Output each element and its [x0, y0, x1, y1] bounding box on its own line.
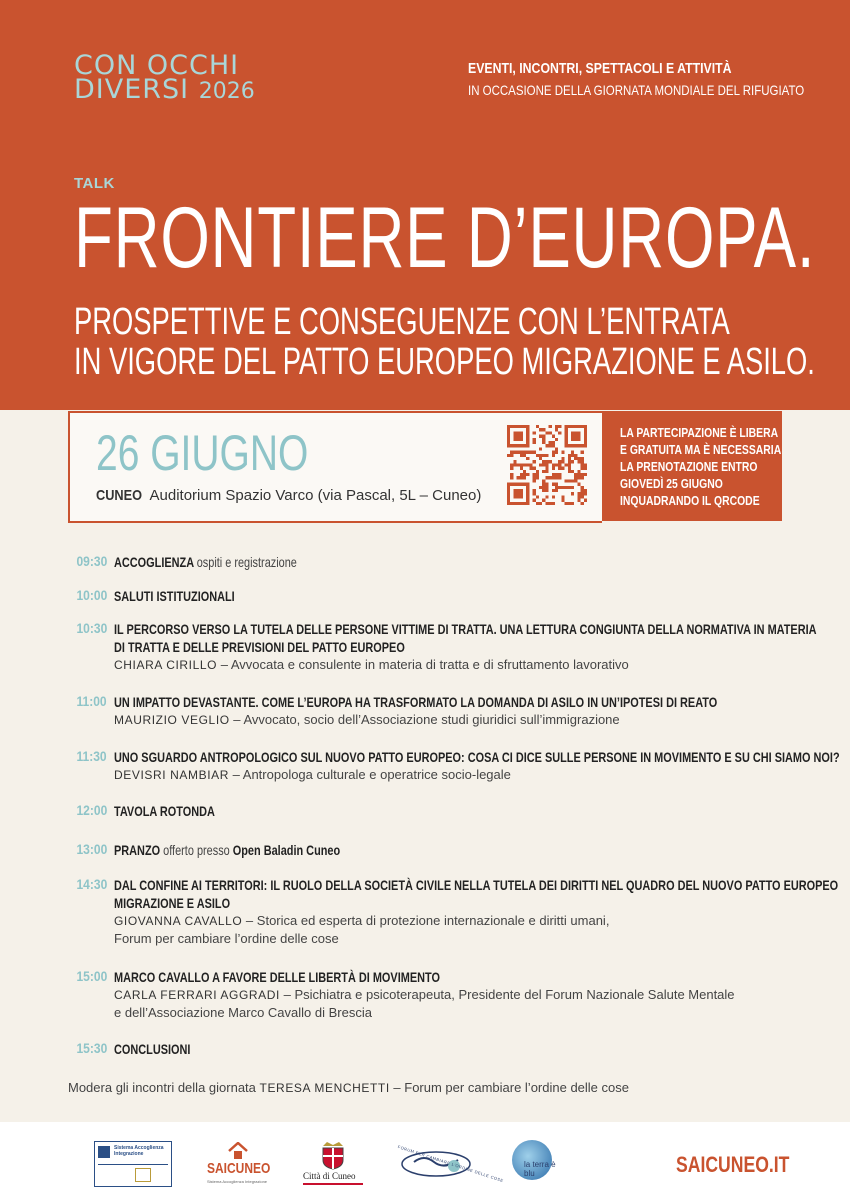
- qr-module: [542, 438, 545, 441]
- moderator-name: TERESA MENCHETTI: [259, 1081, 390, 1095]
- qr-module: [571, 460, 574, 463]
- qr-module: [526, 451, 529, 454]
- qr-module: [549, 441, 552, 444]
- citta-di-cuneo-logo[interactable]: [303, 1140, 363, 1186]
- qr-module: [571, 502, 574, 505]
- subtitle-line-1: PROSPETTIVE E CONSEGUENZE CON L’ENTRATA: [74, 301, 730, 343]
- qr-module: [533, 431, 536, 434]
- qr-module: [558, 486, 561, 489]
- program-title: DAL CONFINE AI TERRITORI: IL RUOLO DELLA SOCIETÀ CIVILE NELLA TUTELA DEI DIRITTI NEL QUADRO DEL NUOVO PATTO EUROPEO: [114, 877, 839, 893]
- qr-module: [565, 486, 568, 489]
- emblem-icon: [135, 1168, 151, 1182]
- qr-module: [523, 451, 526, 454]
- program-time: 14:30: [76, 876, 108, 892]
- qr-module: [577, 483, 580, 486]
- speaker-name: MAURIZIO VEGLIO: [114, 713, 230, 727]
- qr-module: [555, 463, 558, 466]
- saicuneo-logo[interactable]: [207, 1142, 271, 1186]
- qr-module: [533, 499, 536, 502]
- qr-module: [561, 457, 564, 460]
- qr-module: [533, 473, 536, 476]
- moderator-line: Modera gli incontri della giornata TERESA MENCHETTI – Forum per cambiare l’ordine delle cose: [68, 1080, 629, 1095]
- venue-address: Auditorium Spazio Varco (via Pascal, 5L – Cuneo): [149, 487, 482, 504]
- saicuneo-logo-text: SAICUNEO: [207, 1160, 271, 1177]
- program-title: MARCO CAVALLO A FAVORE DELLE LIBERTÀ DI MOVIMENTO: [114, 969, 440, 985]
- qr-module: [520, 476, 523, 479]
- qr-module: [552, 473, 555, 476]
- qr-module: [526, 457, 529, 460]
- qr-module: [533, 441, 536, 444]
- qr-module: [520, 467, 523, 470]
- program-time: 11:30: [76, 748, 107, 764]
- citta-di-cuneo-text: Città di Cuneo: [303, 1171, 356, 1181]
- program-title-line-2: DI TRATTA E DELLE PREVISIONI DEL PATTO EUROPEO: [114, 639, 405, 655]
- qr-module: [513, 463, 516, 466]
- qr-module: [577, 457, 580, 460]
- city-crest-icon: [319, 1140, 347, 1170]
- qr-module: [536, 454, 539, 457]
- qr-module: [545, 476, 548, 479]
- qr-module: [542, 435, 545, 438]
- header-banner: [0, 0, 850, 410]
- qr-module: [555, 483, 558, 486]
- qr-module: [520, 454, 523, 457]
- info-line: E GRATUITA MA È NECESSARIA: [620, 442, 782, 457]
- qr-module: [533, 467, 536, 470]
- qr-module: [568, 479, 571, 482]
- program-title: SALUTI ISTITUZIONALI: [114, 588, 235, 604]
- program-time: 10:00: [76, 587, 108, 603]
- qr-module: [533, 476, 536, 479]
- info-line: GIOVEDÌ 25 GIUGNO: [620, 476, 723, 491]
- qr-module: [545, 483, 548, 486]
- qr-module: [539, 447, 542, 450]
- qr-module: [568, 502, 571, 505]
- speaker-name: CARLA FERRARI AGGRADI: [114, 988, 280, 1002]
- qr-module: [545, 470, 548, 473]
- sai-logo[interactable]: [94, 1141, 172, 1187]
- qr-module: [568, 460, 571, 463]
- speaker-role: Storica ed esperta di protezione internazionale e diritti umani,: [256, 913, 610, 928]
- con-occhi-diversi-logo: [74, 50, 255, 105]
- qr-module: [571, 479, 574, 482]
- tagline-events: EVENTI, INCONTRI, SPETTACOLI E ATTIVITÀ: [468, 60, 732, 77]
- program-title: ACCOGLIENZA: [114, 554, 194, 570]
- qr-module: [574, 473, 577, 476]
- qr-module: [542, 483, 545, 486]
- qr-module: [584, 489, 587, 492]
- qr-module: [565, 502, 568, 505]
- qr-module: [561, 495, 564, 498]
- qr-module: [545, 431, 548, 434]
- qr-module: [555, 473, 558, 476]
- qr-module: [539, 502, 542, 505]
- speaker-name: DEVISRI NAMBIAR: [114, 768, 230, 782]
- speaker-role: Avvocata e consulente in materia di tratta e di sfruttamento lavorativo: [230, 657, 629, 672]
- qr-module: [539, 428, 542, 431]
- qr-module: [510, 454, 513, 457]
- qr-module: [555, 438, 558, 441]
- program-title: UN IMPATTO DEVASTANTE. COME L’EUROPA HA TRASFORMATO LA DOMANDA DI ASILO IN UN’IPOTESI DI REATO: [114, 694, 718, 710]
- qr-module: [520, 473, 523, 476]
- program-title: IL PERCORSO VERSO LA TUTELA DELLE PERSONE VITTIME DI TRATTA. UNA LETTURA CONGIUNTA DELLA NORMATIVA IN MATERIA: [114, 621, 817, 637]
- program-title-extra: ospiti e registrazione: [196, 554, 297, 570]
- qr-module: [581, 476, 584, 479]
- qr-module: [523, 454, 526, 457]
- qr-module: [577, 460, 580, 463]
- subtitle-line-2: IN VIGORE DEL PATTO EUROPEO MIGRAZIONE E ASILO.: [74, 341, 815, 383]
- qr-module: [584, 499, 587, 502]
- qr-module: [568, 486, 571, 489]
- event-venue: [96, 487, 481, 504]
- qr-module: [571, 451, 574, 454]
- qr-module: [577, 473, 580, 476]
- qr-module: [555, 425, 558, 428]
- logo-year: 2026: [198, 79, 255, 104]
- qr-module: [552, 502, 555, 505]
- qr-module: [565, 463, 568, 466]
- qr-module: [577, 499, 580, 502]
- qr-module: [574, 457, 577, 460]
- qr-module: [568, 463, 571, 466]
- qr-module: [533, 479, 536, 482]
- sai-square-icon: [98, 1146, 110, 1158]
- qr-module: [568, 467, 571, 470]
- qr-module: [552, 454, 555, 457]
- speaker-name: CHIARA CIRILLO: [114, 658, 218, 672]
- qr-module: [526, 473, 529, 476]
- info-line: LA PRENOTAZIONE ENTRO: [620, 459, 758, 474]
- qr-module: [539, 454, 542, 457]
- qr-module: [542, 470, 545, 473]
- qr-module: [529, 467, 532, 470]
- qr-module: [552, 441, 555, 444]
- qr-module: [523, 470, 526, 473]
- qr-module: [581, 451, 584, 454]
- qr-module: [561, 486, 564, 489]
- speaker-role-line-2: Forum per cambiare l’ordine delle cose: [114, 931, 339, 946]
- category-label: TALK: [74, 175, 115, 192]
- program-time: 11:00: [76, 693, 107, 709]
- program-title-venue: Open Baladin Cuneo: [232, 842, 341, 858]
- forum-logo-text: FORUM PER CAMBIARE L'ORDINE DELLE COSE: [397, 1144, 505, 1184]
- qr-module: [571, 454, 574, 457]
- qr-module: [536, 495, 539, 498]
- qr-module: [549, 460, 552, 463]
- qr-module: [552, 435, 555, 438]
- moderator-role: Forum per cambiare l’ordine delle cose: [404, 1080, 629, 1095]
- qr-module: [571, 486, 574, 489]
- qr-module: [568, 457, 571, 460]
- qr-module: [536, 502, 539, 505]
- qr-module: [549, 425, 552, 428]
- speaker-role: Psichiatra e psicoterapeuta, Presidente del Forum Nazionale Salute Mentale: [294, 987, 735, 1002]
- qr-code[interactable]: [507, 425, 587, 505]
- qr-module: [542, 428, 545, 431]
- qr-module: [558, 460, 561, 463]
- qr-module: [555, 451, 558, 454]
- qr-module: [545, 502, 548, 505]
- qr-module: [545, 460, 548, 463]
- qr-module: [581, 463, 584, 466]
- program-time: 15:00: [76, 968, 108, 984]
- qr-module: [581, 489, 584, 492]
- house-icon: [227, 1142, 249, 1160]
- qr-module: [552, 463, 555, 466]
- qr-module: [542, 486, 545, 489]
- qr-module: [529, 451, 532, 454]
- qr-module: [529, 463, 532, 466]
- qr-module: [545, 495, 548, 498]
- logo-line-1: CON OCCHI: [74, 50, 240, 81]
- speaker-role: Avvocato, socio dell’Associazione studi giuridici sull’immigrazione: [243, 712, 620, 727]
- qr-module: [542, 454, 545, 457]
- qr-module: [558, 476, 561, 479]
- qr-module: [539, 457, 542, 460]
- qr-module: [533, 451, 536, 454]
- speaker-role-line-2: e dell’Associazione Marco Cavallo di Brescia: [114, 1005, 372, 1020]
- qr-module: [577, 495, 580, 498]
- qr-module: [542, 441, 545, 444]
- qr-module: [539, 486, 542, 489]
- qr-module: [581, 492, 584, 495]
- saicuneo-logo-subtext: Sistema Accoglienza Integrazione: [207, 1179, 268, 1184]
- logo-line-2: DIVERSI: [74, 74, 190, 105]
- qr-module: [577, 470, 580, 473]
- qr-module: [565, 479, 568, 482]
- qr-module: [513, 451, 516, 454]
- qr-module: [552, 467, 555, 470]
- speaker-role: Antropologa culturale e operatrice socio-legale: [242, 767, 511, 782]
- qr-module: [517, 451, 520, 454]
- qr-module: [558, 473, 561, 476]
- qr-module: [552, 489, 555, 492]
- qr-module: [523, 463, 526, 466]
- qr-module: [549, 502, 552, 505]
- qr-module: [574, 454, 577, 457]
- qr-module: [568, 454, 571, 457]
- qr-module: [510, 451, 513, 454]
- qr-module: [545, 467, 548, 470]
- qr-module: [558, 425, 561, 428]
- qr-module: [510, 473, 513, 476]
- program-title-extra: offerto presso: [163, 842, 230, 858]
- qr-module: [533, 489, 536, 492]
- program-time: 13:00: [76, 841, 108, 857]
- event-date: 26 GIUGNO: [96, 425, 309, 481]
- qr-module: [539, 463, 542, 466]
- program-title: TAVOLA ROTONDA: [114, 803, 215, 819]
- qr-module: [581, 495, 584, 498]
- page-subtitle: [74, 302, 815, 382]
- qr-module: [552, 495, 555, 498]
- program-time: 12:00: [76, 802, 108, 818]
- qr-module: [542, 463, 545, 466]
- speaker-name: GIOVANNA CAVALLO: [114, 914, 243, 928]
- qr-module: [542, 460, 545, 463]
- qr-module: [533, 460, 536, 463]
- qr-module: [581, 502, 584, 505]
- program-time: 10:30: [76, 620, 108, 636]
- website-link[interactable]: SAICUNEO.IT: [676, 1152, 790, 1177]
- program-title: PRANZO: [114, 842, 161, 858]
- qr-module: [581, 467, 584, 470]
- tagline-occasion: IN OCCASIONE DELLA GIORNATA MONDIALE DEL RIFUGIATO: [468, 82, 805, 98]
- qr-module: [545, 463, 548, 466]
- qr-module: [561, 460, 564, 463]
- qr-module: [510, 467, 513, 470]
- qr-module: [520, 451, 523, 454]
- qr-module: [545, 444, 548, 447]
- qr-module: [558, 463, 561, 466]
- registration-info-box: [602, 411, 782, 521]
- qr-module: [581, 457, 584, 460]
- page-title: FRONTIERE D’EUROPA.: [74, 190, 816, 286]
- qr-module: [552, 451, 555, 454]
- qr-module: [581, 460, 584, 463]
- qr-module: [558, 467, 561, 470]
- qr-module: [555, 428, 558, 431]
- qr-module: [552, 444, 555, 447]
- qr-module: [533, 438, 536, 441]
- qr-module: [536, 473, 539, 476]
- qr-module: [581, 486, 584, 489]
- qr-module: [555, 489, 558, 492]
- qr-module: [510, 476, 513, 479]
- qr-module: [523, 476, 526, 479]
- moderator-prefix: Modera gli incontri della giornata: [68, 1080, 256, 1095]
- qr-module: [542, 489, 545, 492]
- qr-module: [561, 499, 564, 502]
- qr-module: [520, 463, 523, 466]
- qr-module: [536, 425, 539, 428]
- qr-module: [574, 476, 577, 479]
- qr-module: [536, 470, 539, 473]
- qr-module: [545, 454, 548, 457]
- qr-module: [539, 435, 542, 438]
- qr-module: [517, 476, 520, 479]
- qr-module: [523, 473, 526, 476]
- qr-module: [571, 470, 574, 473]
- qr-module: [561, 467, 564, 470]
- qr-module: [510, 463, 513, 466]
- qr-module: [549, 476, 552, 479]
- qr-module: [552, 476, 555, 479]
- qr-module: [555, 486, 558, 489]
- info-line: LA PARTECIPAZIONE È LIBERA: [620, 425, 779, 440]
- qr-module: [584, 492, 587, 495]
- qr-module: [542, 479, 545, 482]
- qr-module: [545, 486, 548, 489]
- qr-module: [517, 463, 520, 466]
- qr-module: [577, 492, 580, 495]
- qr-module: [577, 476, 580, 479]
- qr-module: [571, 492, 574, 495]
- qr-module: [552, 483, 555, 486]
- qr-module: [584, 473, 587, 476]
- qr-module: [549, 431, 552, 434]
- tagline: [468, 60, 828, 98]
- qr-module: [581, 473, 584, 476]
- qr-module: [584, 463, 587, 466]
- qr-module: [549, 444, 552, 447]
- forum-logo[interactable]: [396, 1144, 505, 1184]
- qr-module: [542, 499, 545, 502]
- program-title: UNO SGUARDO ANTROPOLOGICO SUL NUOVO PATTO EUROPEO: COSA CI DICE SULLE PERSONE IN MOVIMENTO E SU CHI SIAMO NOI?: [114, 749, 840, 765]
- qr-module: [574, 479, 577, 482]
- info-line: INQUADRANDO IL QRCODE: [620, 493, 760, 508]
- qr-module: [568, 470, 571, 473]
- la-terra-e-blu-text: la terra è blu: [524, 1160, 556, 1178]
- qr-module: [561, 451, 564, 454]
- sai-logo-text: Sistema Accoglienza Integrazione: [114, 1145, 164, 1157]
- qr-module: [526, 463, 529, 466]
- qr-module: [545, 489, 548, 492]
- qr-module: [533, 492, 536, 495]
- event-city: CUNEO: [96, 487, 143, 504]
- program-title-line-2: MIGRAZIONE E ASILO: [114, 895, 231, 911]
- qr-module: [536, 476, 539, 479]
- qr-module: [584, 467, 587, 470]
- program-time: 15:30: [76, 1040, 108, 1056]
- qr-module: [555, 476, 558, 479]
- qr-module: [507, 454, 510, 457]
- qr-module: [513, 460, 516, 463]
- program-title: CONCLUSIONI: [114, 1041, 191, 1057]
- program-time: 09:30: [76, 553, 108, 569]
- qr-module: [558, 431, 561, 434]
- la-terra-e-blu-logo[interactable]: [504, 1138, 566, 1188]
- qr-module: [555, 447, 558, 450]
